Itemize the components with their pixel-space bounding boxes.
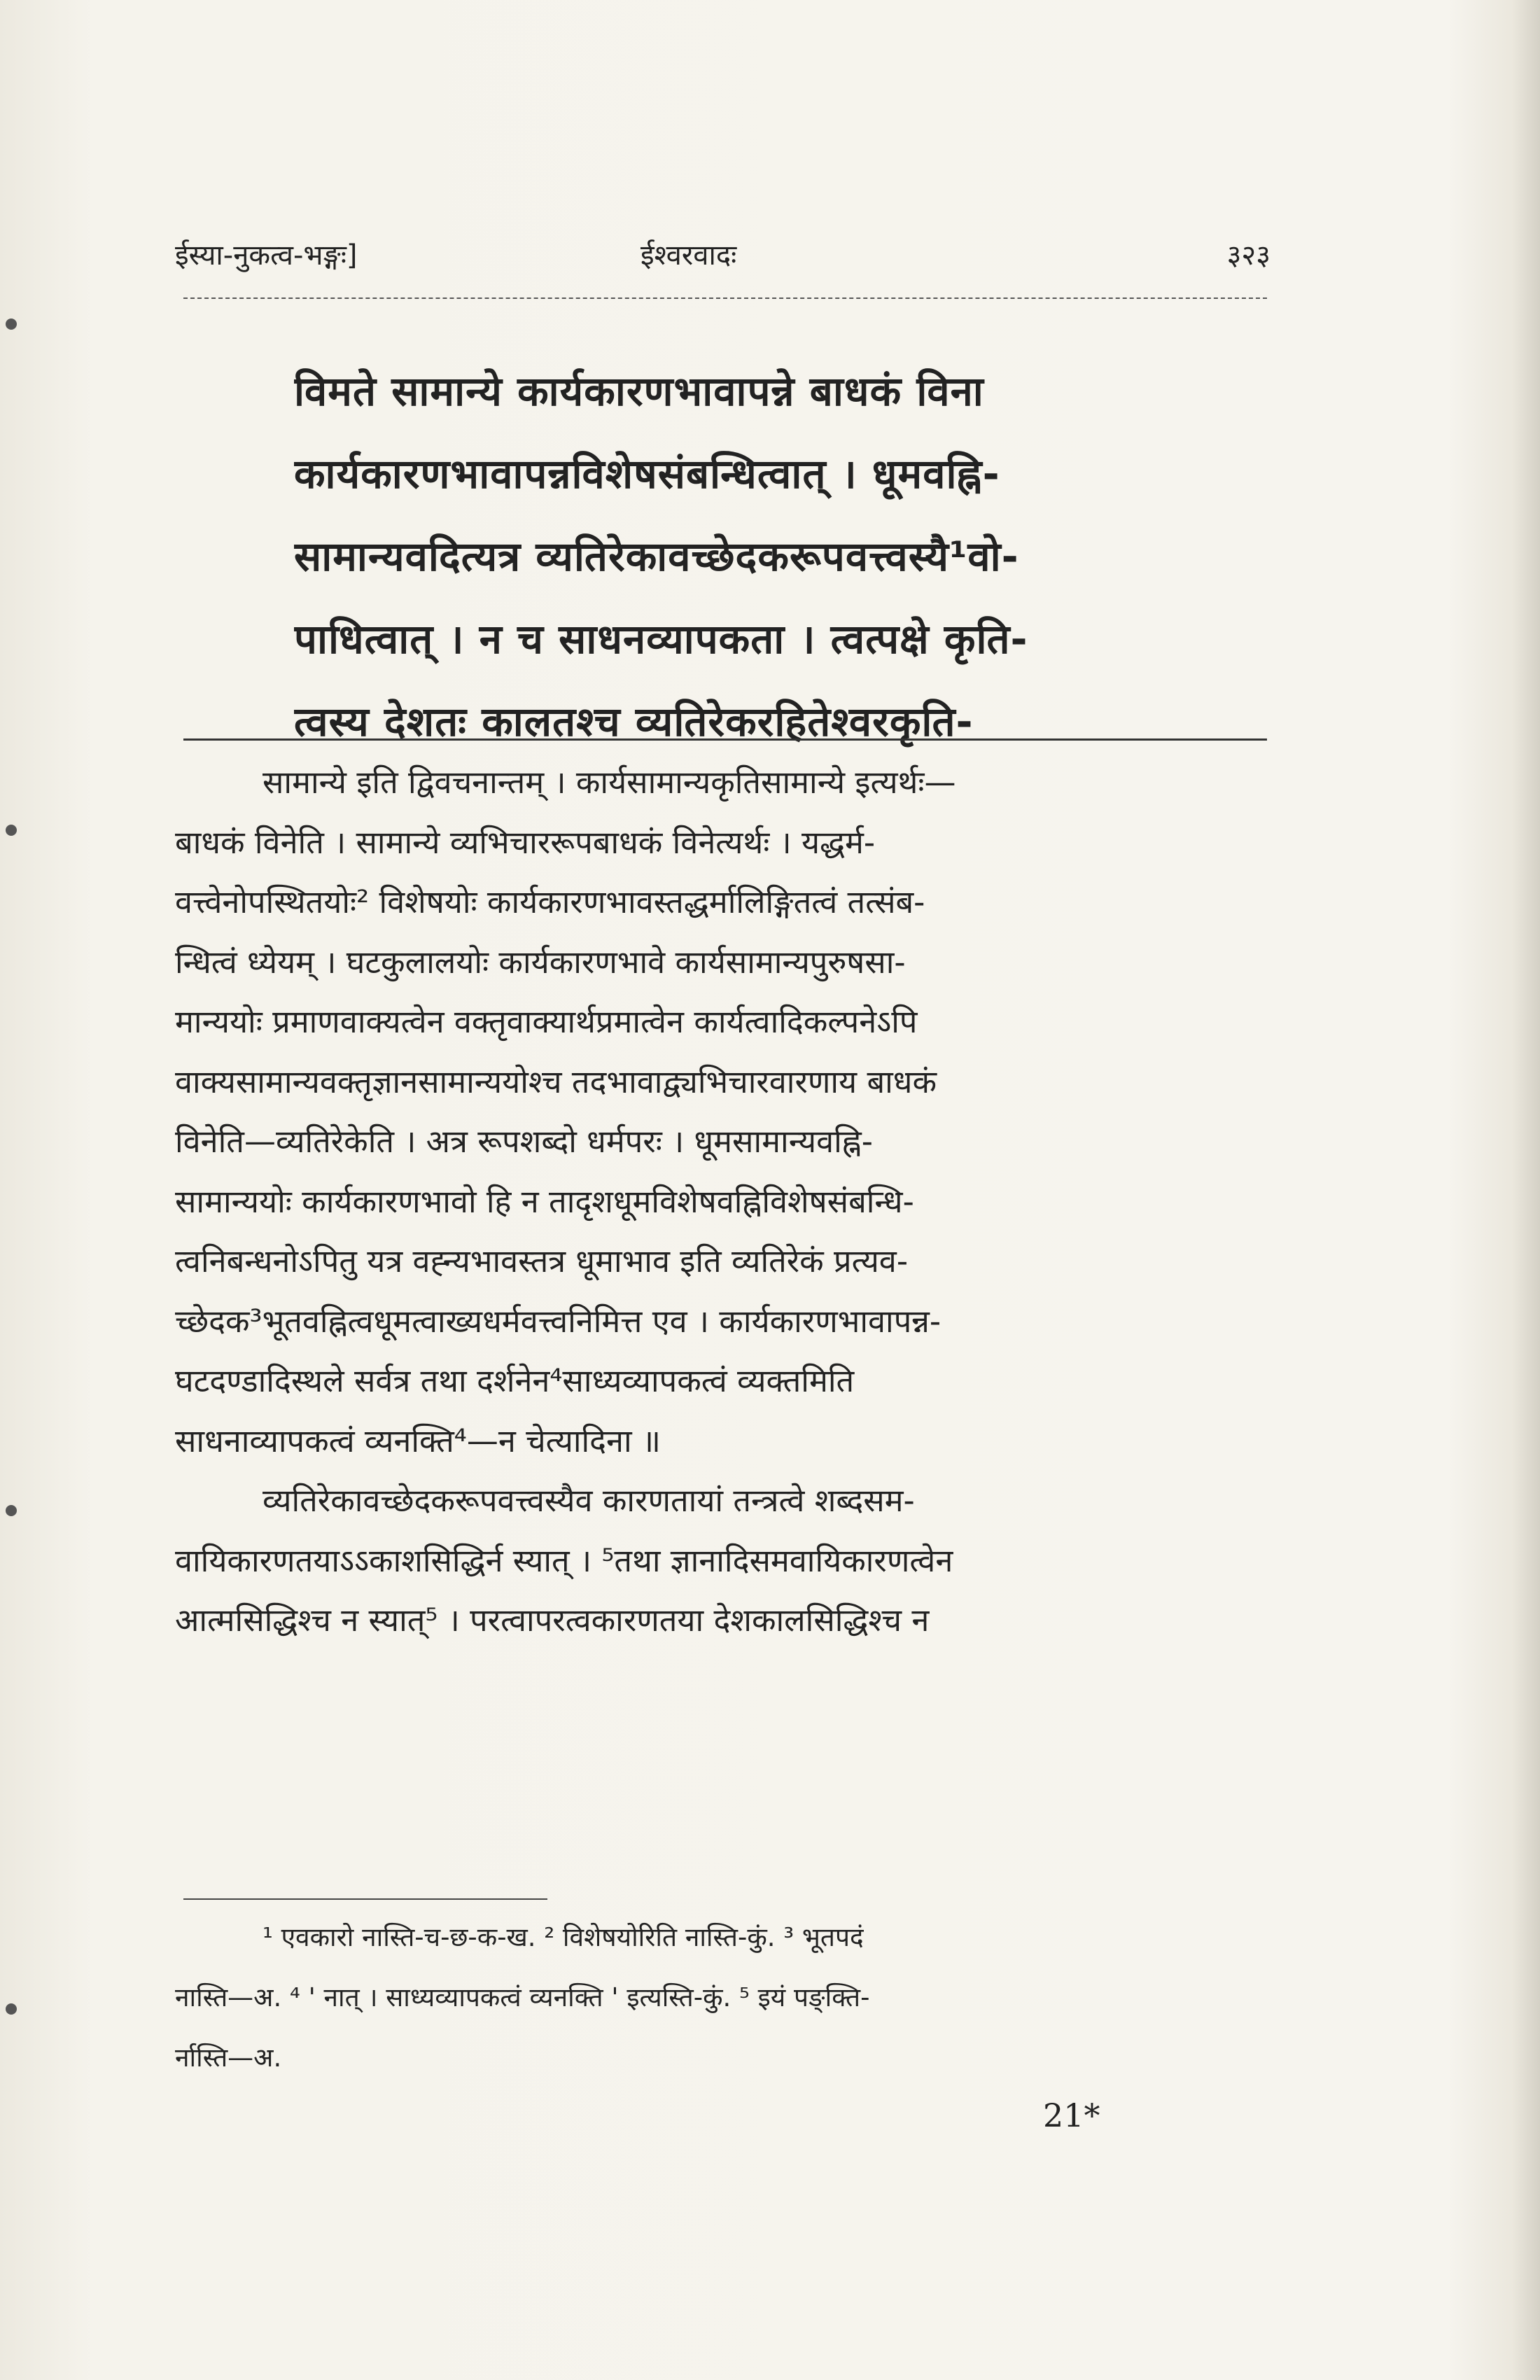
commentary-line: व्यतिरेकावच्छेदकरूपवत्त्वस्यैव कारणतायां तन्त्रत्वे शब्दसम- <box>262 1482 915 1519</box>
header-rule <box>183 298 1267 303</box>
binding-pin <box>6 318 17 330</box>
header-chapter-title: ईश्वरवादः <box>640 239 737 272</box>
running-header <box>175 214 1270 276</box>
binding-pin <box>6 1505 17 1516</box>
commentary-line: न्धित्वं ध्येयम् । घटकुलालयोः कार्यकारणभावे कार्यसामान्यपुरुषसा- <box>175 943 906 981</box>
verse-line: सामान्यवदित्यत्र व्यतिरेकावच्छेदकरूपवत्त्वस्यै¹वो- <box>294 533 1019 580</box>
commentary-line: त्वनिबन्धनोऽपितु यत्र वह्न्यभावस्तत्र धूमाभाव इति व्यतिरेकं प्रत्यव- <box>175 1242 909 1280</box>
binding-pin <box>6 2003 17 2015</box>
main-text <box>294 350 1169 763</box>
commentary-line: सामान्ययोः कार्यकारणभावो हि न तादृशधूमविशेषवह्निविशेषसंबन्धि- <box>175 1182 914 1220</box>
commentary-line: च्छेदक³भूतवह्नित्वधूमत्वाख्यधर्मवत्त्वनिमित्त एव । कार्यकारणभावापन्न- <box>175 1302 941 1340</box>
main-text-rule <box>183 738 1267 741</box>
header-section-title: ईस्या-नुकत्व-भङ्गः] <box>175 239 358 272</box>
verse-line: पाधित्वात् । न च साधनव्यापकता । त्वत्पक्षे कृति- <box>294 615 1028 663</box>
commentary-line: वायिकारणतयाऽऽकाशसिद्धिर्न स्यात् । ⁵तथा ज्ञानादिसमवायिकारणत्वेन <box>175 1541 953 1579</box>
verse-line: कार्यकारणभावापन्नविशेषसंबन्धित्वात् । धूमवह्नि- <box>294 450 1000 498</box>
page-edge-shadow <box>1512 0 1540 2380</box>
commentary-line: घटदण्डादिस्थले सर्वत्र तथा दर्शनेन⁴साध्यव्यापकत्वं व्यक्तमिति <box>175 1362 855 1399</box>
footnotes <box>175 1907 1270 2088</box>
verse-line: त्वस्य देशतः कालतश्च व्यतिरेकरहितेश्वरकृति- <box>294 698 974 746</box>
commentary-line: वत्त्वेनोपस्थितयोः² विशेषयोः कार्यकारणभावस्तद्धर्मालिङ्गितत्वं तत्संब- <box>175 883 925 920</box>
printer-signature-mark: 21* <box>1043 2096 1100 2134</box>
footnote-line: र्नास्ति—अ. <box>175 2043 282 2073</box>
footnote-line: ¹ एवकारो नास्ति-च-छ-क-ख. ² विशेषयोरिति नास्ति-कुं. ³ भूतपदं <box>262 1922 864 1952</box>
commentary-line: सामान्ये इति द्विवचनान्तम् । कार्यसामान्यकृतिसामान्ये इत्यर्थः— <box>262 764 956 801</box>
page-number: ३२३ <box>1226 239 1270 272</box>
commentary-line: विनेति—व्यतिरेकेति । अत्र रूपशब्दो धर्मपरः । धूमसामान्यवह्नि- <box>175 1123 873 1160</box>
commentary <box>175 752 1270 1651</box>
commentary-line: आत्मसिद्धिश्च न स्यात्⁵ । परत्वापरत्वकारणतया देशकालसिद्धिश्च न <box>175 1602 930 1639</box>
verse-line: विमते सामान्ये कार्यकारणभावापन्ने बाधकं विना <box>294 368 984 415</box>
binding-pin <box>6 825 17 836</box>
commentary-line: मान्ययोः प्रमाणवाक्यत्वेन वक्तृवाक्यार्थप्रमात्वेन कार्यत्वादिकल्पनेऽपि <box>175 1003 918 1040</box>
footnote-line: नास्ति—अ. ⁴ ' नात् । साध्यव्यापकत्वं व्यनक्ति ' इत्यस्ति-कुं. ⁵ इयं पङ्क्ति- <box>175 1982 870 2012</box>
footnote-rule <box>183 1898 547 1900</box>
commentary-line: साधनाव्यापकत्वं व्यनक्ति⁴—न चेत्यादिना ॥ <box>175 1422 661 1460</box>
commentary-line: वाक्यसामान्यवक्तृज्ञानसामान्ययोश्च तदभावाद्व्यभिचारवारणाय बाधकं <box>175 1063 937 1100</box>
commentary-line: बाधकं विनेति । सामान्ये व्यभिचाररूपबाधकं विनेत्यर्थः । यद्धर्म- <box>175 823 876 861</box>
